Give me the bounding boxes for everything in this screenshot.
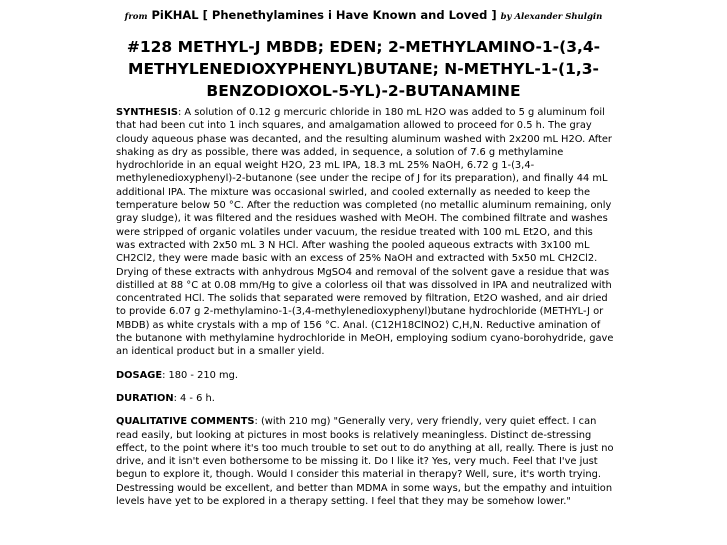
qualitative-comments-label: QUALITATIVE COMMENTS: [116, 416, 255, 428]
duration-text: : 4 - 6 h.: [173, 392, 215, 404]
book-header: [0, 8, 727, 22]
dosage-section: [116, 369, 614, 382]
synthesis-section: [116, 106, 614, 359]
header-book-title: PiKHAL [ Phenethylamines i Have Known and Loved ]: [151, 8, 497, 22]
qualitative-comments-text: : (with 210 mg) "Generally very, very friendly, very quiet effect. I can read easily, but looking at pictures in most books is relatively meaningless. Distinct de-stressing effect, to the point where it's too much trouble to set out to do anything at all, really. There is just no drive, and it isn't even bothersome to be missing it. Do I like it? Yes, very much. Feel that I've just begun to explore it, though. Would I consider this material in therapy? Well, sure, it's worth trying. Destressing would be excellent, and better than MDMA in some ways, but the empathy and intuition levels have yet to be explored in a therapy setting. I feel that they may be somehow lower.": [116, 416, 614, 508]
duration-section: [116, 392, 614, 405]
header-author: by Alexander Shulgin: [500, 12, 603, 22]
compound-title: #128 METHYL-J MBDB; EDEN; 2-METHYLAMINO-1-(3,4-METHYLENEDIOXYPHENYL)BUTANE; N-METHYL-1-(1,3-BENZODIOXOL-5-YL)-2-BUTANAMINE: [126, 38, 601, 100]
synthesis-text: : A solution of 0.12 g mercuric chloride in 180 mL H2O was added to 5 g aluminum foil that had been cut into 1 inch squares, and amalgamation allowed to proceed for 0.5 h. The gray cloudy aqueous phase was decanted, and the resulting aluminum washed with 2x200 mL H2O. After shaking as dry as possible, there was added, in sequence, a solution of 7.6 g methylamine hydrochloride in an equal weight H2O, 23 mL IPA, 18.3 mL 25% NaOH, 6.72 g 1-(3,4-methylenedioxyphenyl)-2-butanone (see under the recipe of J for its preparation), and finally 44 mL additional IPA. The mixture was occasional swirled, and cooled externally as needed to keep the temperature below 50 °C. After the reduction was completed (no metallic aluminum remaining, only gray sludge), it was filtered and the residues washed with MeOH. The combined filtrate and washes were stripped of organic volatiles under vacuum, the residue treated with 100 mL Et2O, and this was extracted with 2x50 mL 3 N HCl. After washing the pooled aqueous extracts with 3x100 mL CH2Cl2, they were made basic with an excess of 25% NaOH and extracted with 5x50 mL CH2Cl2. Drying of these extracts with anhydrous MgSO4 and removal of the solvent gave a residue that was distilled at 88 °C at 0.08 mm/Hg to give a colorless oil that was dissolved in IPA and neutralized with concentrated HCl. The solids that separated were removed by filtration, Et2O washed, and air dried to provide 6.07 g 2-methylamino-1-(3,4-methylenedioxyphenyl)butane hydrochloride (METHYL-J or MBDB) as white crystals with a mp of 156 °C. Anal. (C12H18ClNO2) C,H,N. Reductive amination of the butanone with methylamine hydrochloride in MeOH, employing sodium cyano-borohydride, gave an identical product but in a smaller yield.: [116, 107, 614, 358]
dosage-text: : 180 - 210 mg.: [162, 369, 238, 381]
duration-label: DURATION: [116, 392, 174, 404]
synthesis-label: SYNTHESIS: [116, 107, 178, 118]
qualitative-comments-section: [116, 415, 614, 508]
dosage-label: DOSAGE: [116, 369, 163, 381]
document-body: [116, 106, 614, 518]
header-from: from: [124, 12, 148, 22]
